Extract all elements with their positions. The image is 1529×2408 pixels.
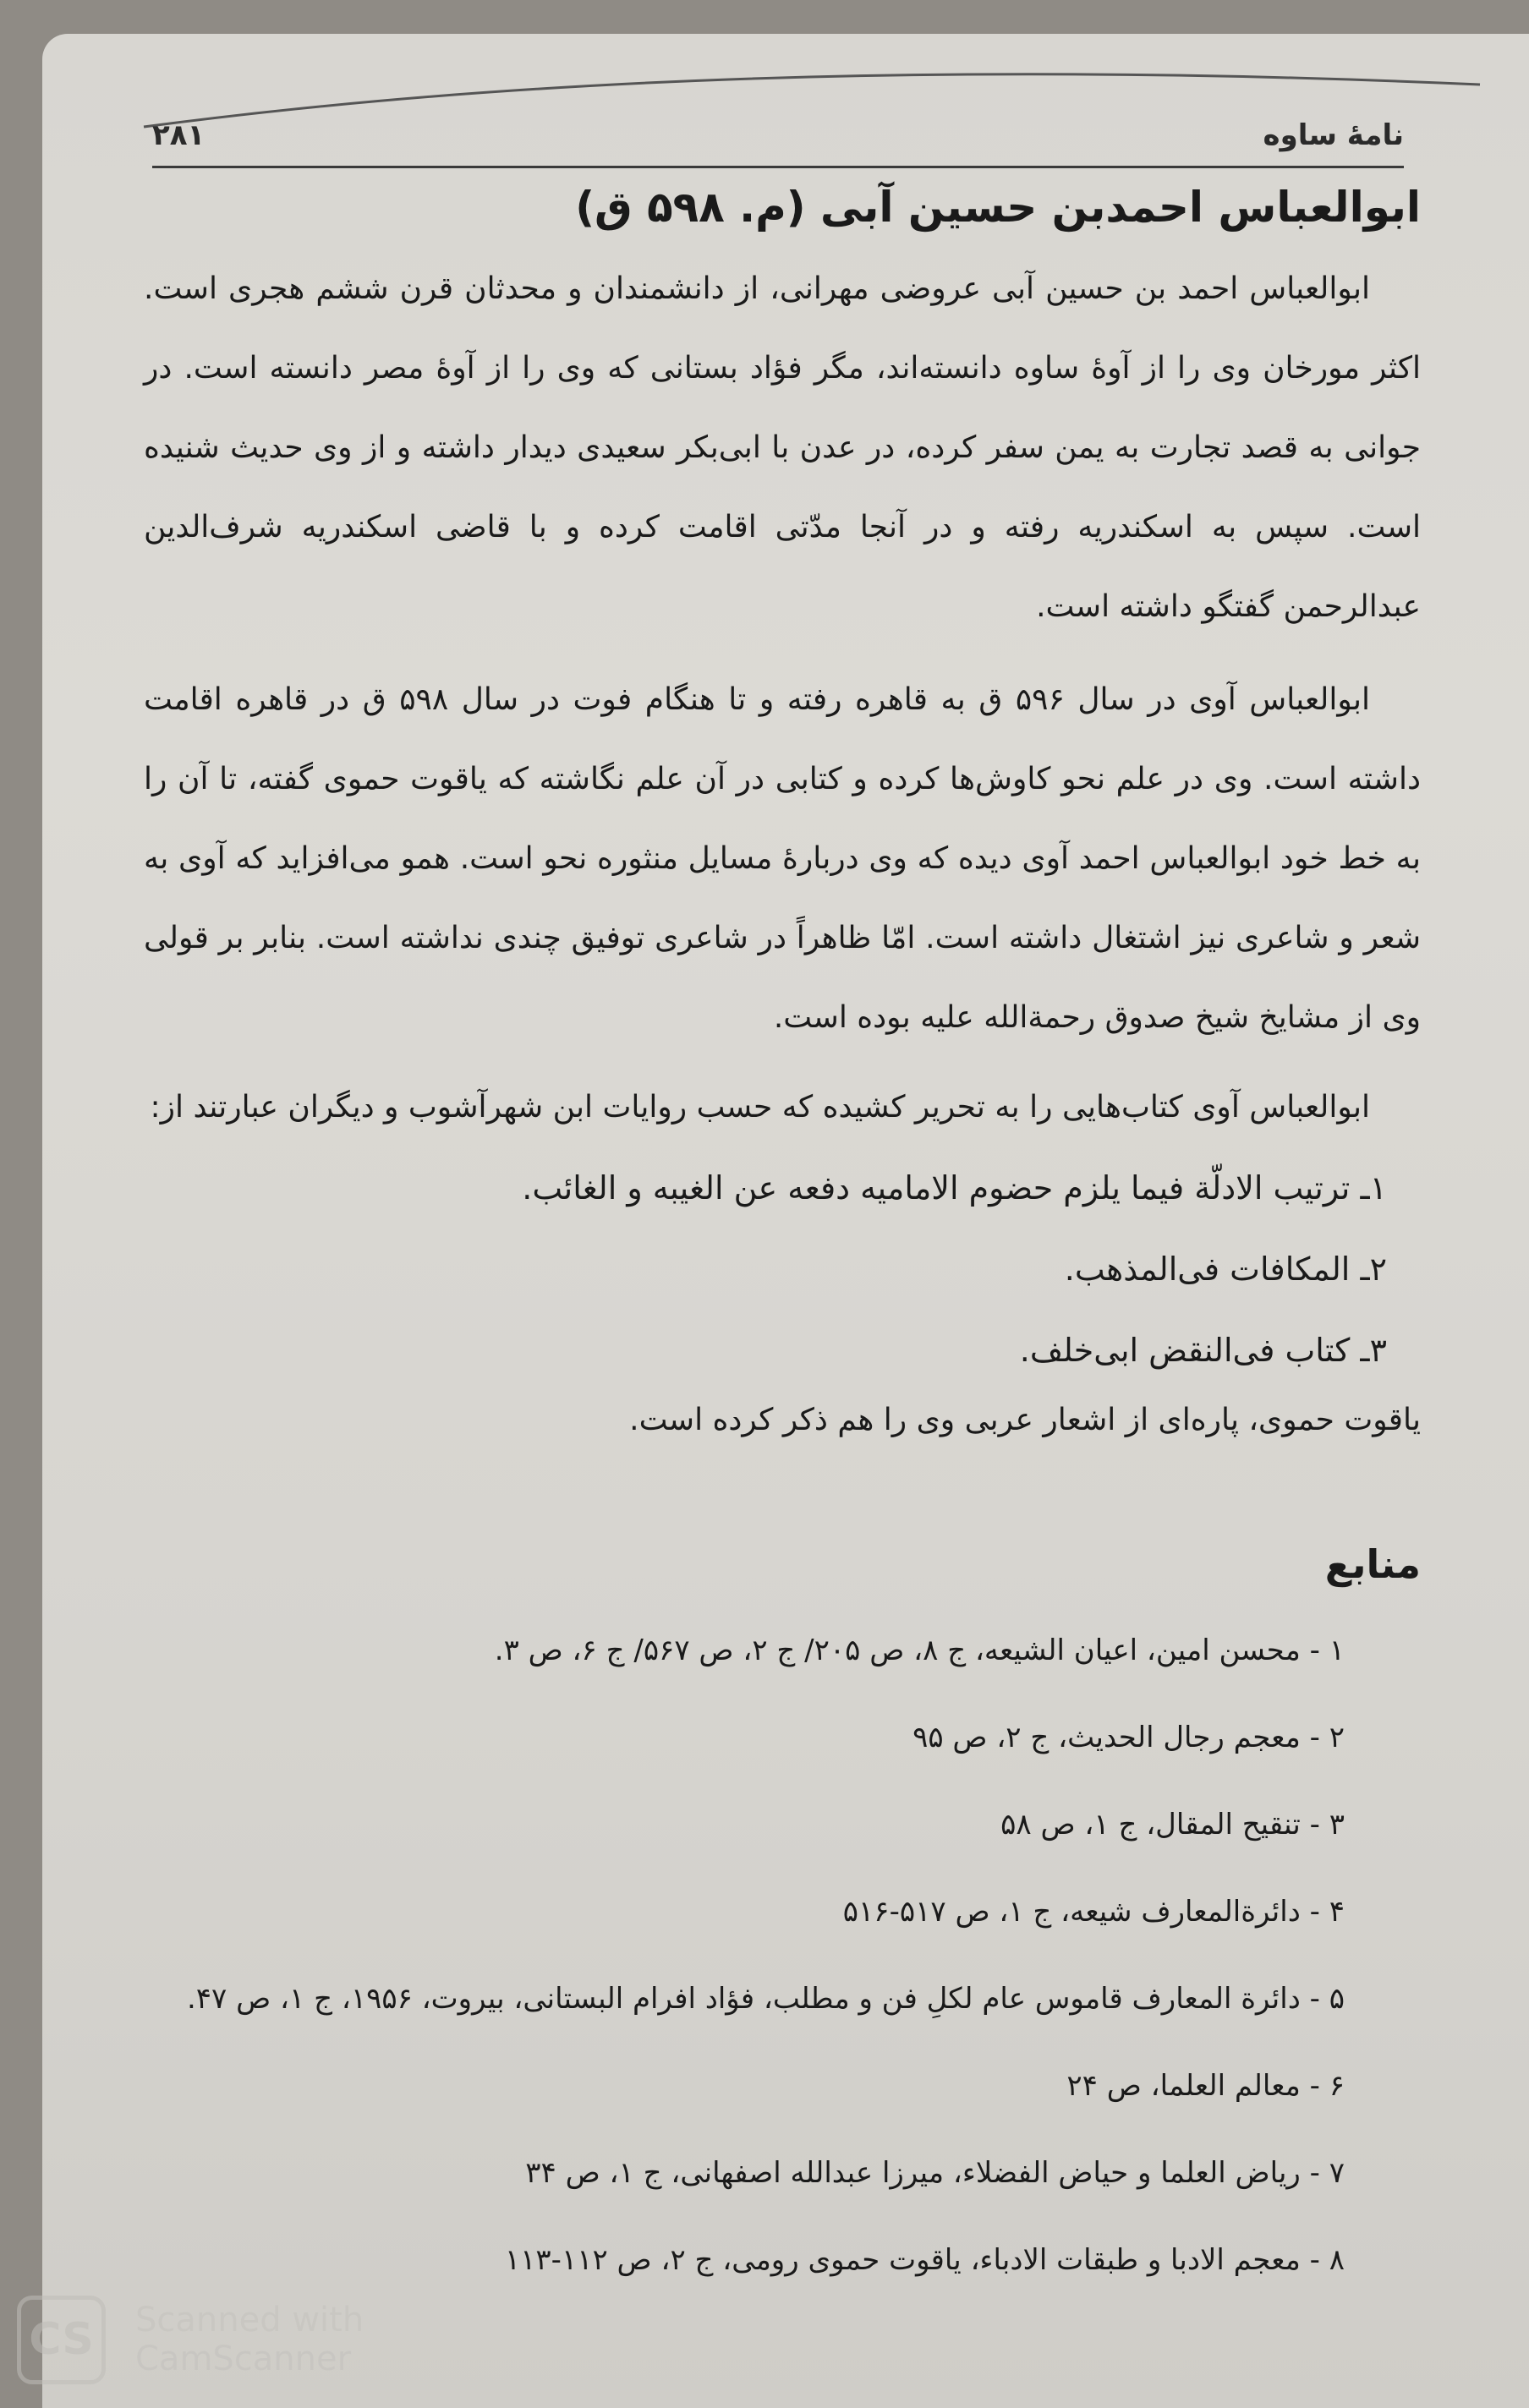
watermark-line-1: Scanned with bbox=[135, 2301, 364, 2340]
article-title: ابوالعباس احمدبن حسین آبی (م. ۵۹۸ ق) bbox=[575, 183, 1421, 232]
sources-heading: منابع bbox=[1324, 1541, 1421, 1587]
source-item: ۵ - دائرة المعارف قاموس عام لکلِ فن و مطلب، فؤاد افرام البستانی، بیروت، ۱۹۵۶، ج ۱، ص ۴۷. bbox=[186, 1982, 1345, 2016]
source-item: ۷ - ریاض العلما و حیاض الفضلاء، میرزا عبدالله اصفهانی، ج ۱، ص ۳۴ bbox=[525, 2156, 1345, 2190]
running-header-title: نامهٔ ساوه bbox=[1263, 118, 1404, 152]
watermark-text bbox=[135, 2301, 406, 2378]
paragraph-biography: ابوالعباس احمد بن حسین آبی عروضی مهرانی، از دانشمندان و محدثان قرن ششم هجری است. اکثر مورخان وی را از آوهٔ ساوه دانسته‌اند، مگر فؤاد بستانی که وی را از آوهٔ مصر دانسته است. در جوانی به قصد تجارت به یمن سفر کرده، در عدن با ابی‌بکر سعیدی دیدار داشته و از وی حدیث شنیده است. سپس به اسکندریه رفته و در آنجا مدّتی اقامت کرده و با قاضی اسکندریه شرف‌الدین عبدالرحمن گفتگو داشته است. bbox=[144, 271, 1421, 624]
source-item: ۶ - معالم العلما، ص ۲۴ bbox=[1066, 2069, 1345, 2103]
source-item: ۱ - محسن امین، اعیان الشیعه، ج ۸، ص ۲۰۵/ ج ۲، ص ۵۶۷/ ج ۶، ص ۳. bbox=[494, 1634, 1345, 1667]
works-item: ۱ـ ترتیب الادلّة فیما یلزم حضوم الامامیه دفعه عن الغیبه و الغائب. bbox=[522, 1169, 1387, 1207]
camscanner-logo-icon: CS bbox=[17, 2296, 106, 2384]
header-rule bbox=[152, 166, 1404, 168]
source-item: ۴ - دائرةالمعارف شیعه، ج ۱، ص ۵۱۷-۵۱۶ bbox=[842, 1895, 1345, 1929]
paragraph-closing: یاقوت حموی، پاره‌ای از اشعار عربی وی را هم ذکر کرده است. bbox=[629, 1403, 1421, 1437]
page-content bbox=[144, 173, 1421, 2304]
watermark-line-2: CamScanner bbox=[135, 2340, 352, 2378]
camscanner-watermark bbox=[17, 2296, 389, 2378]
source-item: ۳ - تنقیح المقال، ج ۱، ص ۵۸ bbox=[1000, 1808, 1345, 1842]
source-item: ۲ - معجم رجال الحدیث، ج ۲، ص ۹۵ bbox=[912, 1721, 1345, 1754]
page-number: ۲۸۱ bbox=[152, 118, 206, 152]
works-item: ۲ـ المکافات فی‌المذهب. bbox=[1064, 1251, 1387, 1288]
works-item: ۳ـ کتاب فی‌النقض ابی‌خلف. bbox=[1019, 1332, 1387, 1369]
running-header bbox=[152, 118, 1404, 162]
source-item: ۸ - معجم الادبا و طبقات الادباء، یاقوت حموی رومی، ج ۲، ص ۱۱۲-۱۱۳ bbox=[504, 2243, 1345, 2277]
paragraph-works-intro: ابوالعباس آوی کتاب‌هایی را به تحریر کشیده که حسب روایات ابن شهرآشوب و دیگران عبارتند از: bbox=[150, 1090, 1370, 1125]
paragraph-cairo: ابوالعباس آوی در سال ۵۹۶ ق به قاهره رفته و تا هنگام فوت در سال ۵۹۸ ق در قاهره اقامت داشته است. وی در علم نحو کاوش‌ها کرده و کتابی در آن علم نگاشته که یاقوت حموی گفته، تا آن را به خط خود ابوالعباس احمد آوی دیده که وی دربارهٔ مسایل منثوره نحو است. همو می‌افزاید که آوی به شعر و شاعری نیز اشتغال داشته است. امّا ظاهراً در شاعری توفیق چندی نداشته است. بنابر بر قولی وی از مشایخ شیخ صدوق رحمةالله علیه بوده است. bbox=[144, 682, 1421, 1035]
